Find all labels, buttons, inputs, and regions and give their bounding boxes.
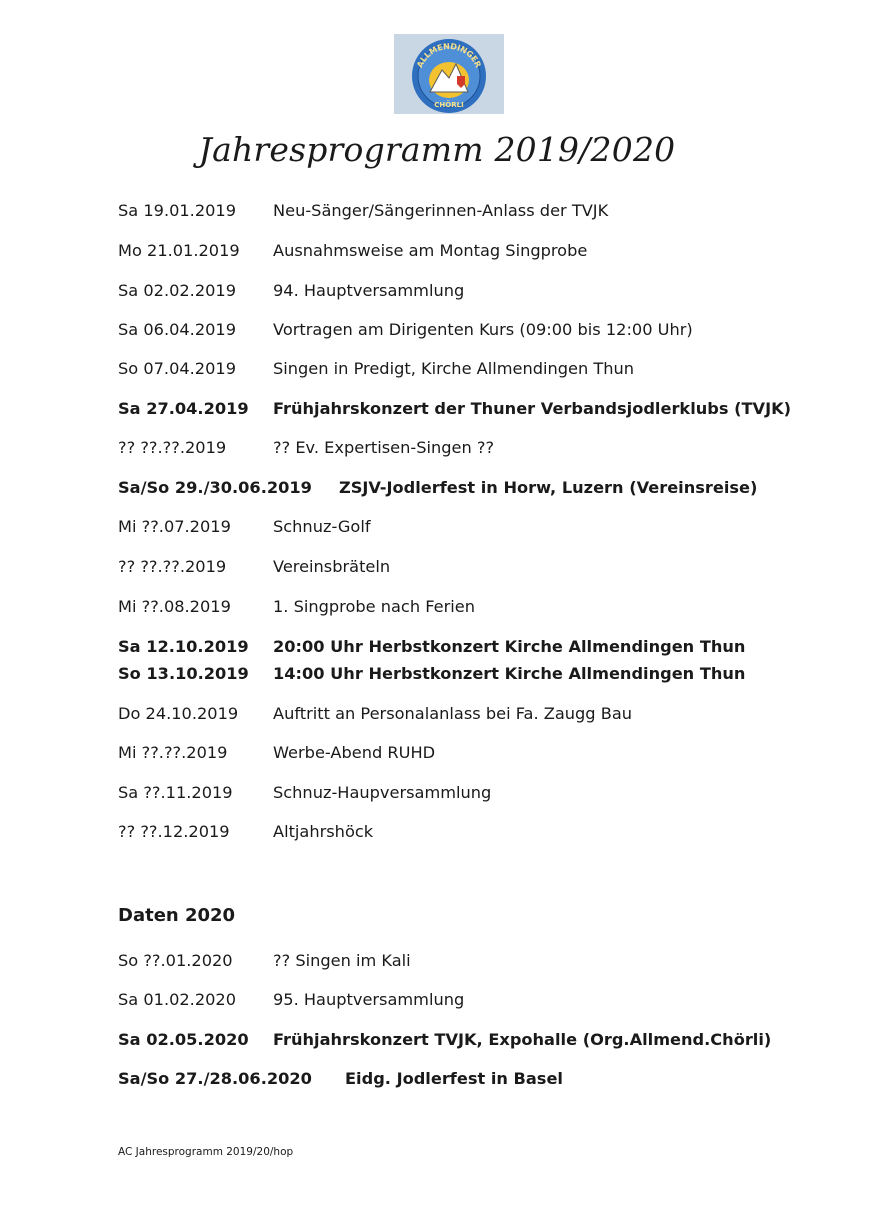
event-date: Sa 27.04.2019	[118, 399, 249, 418]
club-logo	[394, 34, 504, 114]
event-date: Sa 12.10.2019	[118, 637, 249, 656]
event-date: Sa 02.02.2019	[118, 281, 237, 300]
event-date: So 07.04.2019	[118, 359, 237, 378]
page-title: Jahresprogramm 2019/2020	[198, 130, 676, 169]
program-row	[0, 1068, 874, 1094]
event-description: 20:00 Uhr Herbstkonzert Kirche Allmendingen Thun	[273, 637, 746, 656]
program-row	[0, 240, 874, 266]
event-date: Mo 21.01.2019	[118, 241, 240, 260]
event-description: Singen in Predigt, Kirche Allmendingen Thun	[273, 359, 635, 378]
event-description: Frühjahrskonzert der Thuner Verbandsjodlerklubs (TVJK)	[273, 399, 792, 418]
program-row	[0, 782, 874, 808]
event-description: Altjahrshöck	[273, 822, 374, 841]
event-date: ?? ??.??.2019	[118, 438, 227, 457]
event-description: Vereinsbräteln	[273, 557, 391, 576]
event-date: Sa 02.05.2020	[118, 1030, 249, 1049]
event-description: Eidg. Jodlerfest in Basel	[345, 1069, 563, 1088]
event-date: Mi ??.08.2019	[118, 597, 231, 616]
program-row	[0, 319, 874, 345]
program-row	[0, 663, 874, 689]
event-description: Werbe-Abend RUHD	[273, 743, 436, 762]
event-date: Sa 01.02.2020	[118, 990, 237, 1009]
program-row	[0, 556, 874, 582]
event-description: ZSJV-Jodlerfest in Horw, Luzern (Vereinsreise)	[339, 478, 758, 497]
logo-arc-text: ALLMENDINGER	[415, 41, 483, 70]
event-description: Frühjahrskonzert TVJK, Expohalle (Org.Allmend.Chörli)	[273, 1030, 772, 1049]
event-date: Do 24.10.2019	[118, 704, 239, 723]
program-row	[0, 398, 874, 424]
program-row	[0, 1029, 874, 1055]
program-row	[0, 821, 874, 847]
program-row	[0, 636, 874, 662]
program-row	[0, 516, 874, 542]
event-description: Schnuz-Haupversammlung	[273, 783, 492, 802]
program-row	[0, 437, 874, 463]
event-date: So 13.10.2019	[118, 664, 249, 683]
section-heading-2020: Daten 2020	[118, 905, 236, 926]
event-description: Vortragen am Dirigenten Kurs (09:00 bis 12:00 Uhr)	[273, 320, 693, 339]
program-row	[0, 742, 874, 768]
event-date: Sa ??.11.2019	[118, 783, 233, 802]
event-description: Auftritt an Personalanlass bei Fa. Zaugg Bau	[273, 704, 632, 723]
footer-text: AC Jahresprogramm 2019/20/hop	[118, 1146, 294, 1158]
program-row	[0, 596, 874, 622]
event-description: ?? Ev. Expertisen-Singen ??	[273, 438, 495, 457]
program-row	[0, 358, 874, 384]
event-date: Sa/So 27./28.06.2020	[118, 1069, 312, 1088]
program-row	[0, 280, 874, 306]
event-description: ?? Singen im Kali	[273, 951, 411, 970]
program-row	[0, 950, 874, 976]
event-date: Sa 19.01.2019	[118, 201, 237, 220]
logo-bottom-text: CHÖRLI	[434, 101, 464, 109]
event-date: Sa/So 29./30.06.2019	[118, 478, 312, 497]
event-date: Mi ??.??.2019	[118, 743, 228, 762]
event-description: Schnuz-Golf	[273, 517, 371, 536]
event-date: Sa 06.04.2019	[118, 320, 237, 339]
program-row	[0, 200, 874, 226]
program-row	[0, 989, 874, 1015]
event-description: Neu-Sänger/Sängerinnen-Anlass der TVJK	[273, 201, 609, 220]
program-row	[0, 703, 874, 729]
event-date: ?? ??.12.2019	[118, 822, 230, 841]
event-date: Mi ??.07.2019	[118, 517, 231, 536]
event-description: 95. Hauptversammlung	[273, 990, 465, 1009]
event-description: 94. Hauptversammlung	[273, 281, 465, 300]
event-date: ?? ??.??.2019	[118, 557, 227, 576]
event-description: 14:00 Uhr Herbstkonzert Kirche Allmendingen Thun	[273, 664, 746, 683]
event-description: 1. Singprobe nach Ferien	[273, 597, 475, 616]
program-row	[0, 477, 874, 503]
event-date: So ??.01.2020	[118, 951, 233, 970]
event-description: Ausnahmsweise am Montag Singprobe	[273, 241, 588, 260]
